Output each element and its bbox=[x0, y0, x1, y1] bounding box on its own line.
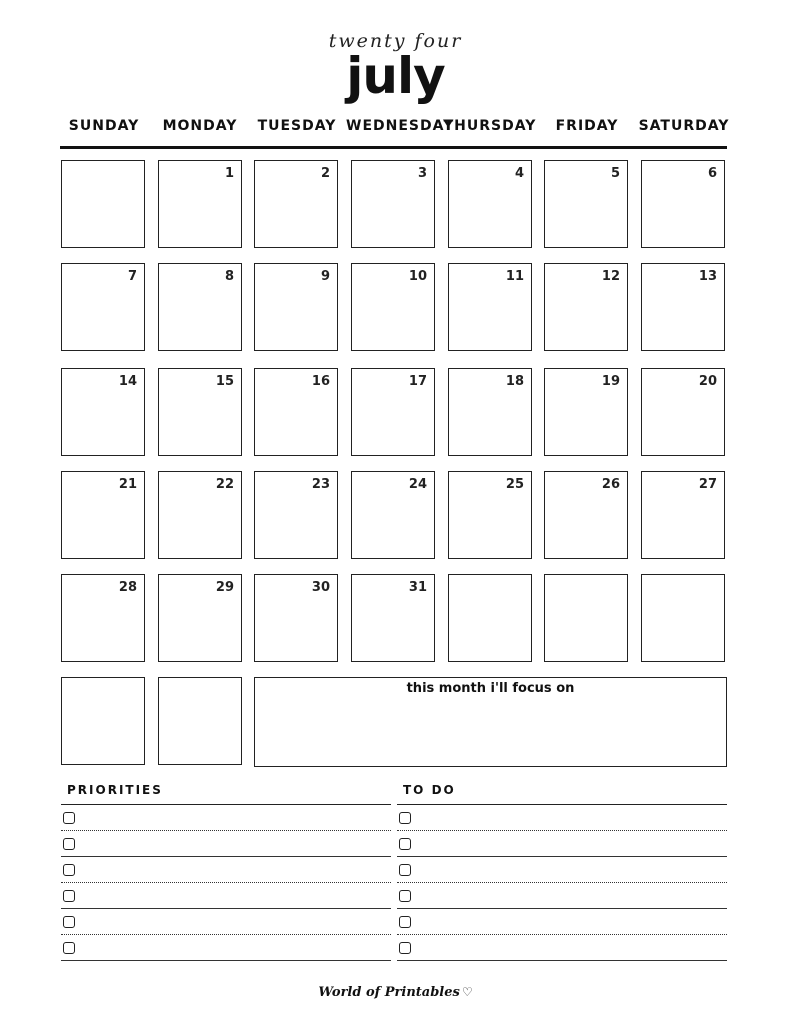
day-cell[interactable] bbox=[254, 574, 338, 662]
day-number: 3 bbox=[417, 166, 427, 181]
day-number: 25 bbox=[505, 477, 524, 492]
day-cell[interactable] bbox=[158, 368, 242, 456]
checkbox[interactable] bbox=[399, 942, 411, 954]
day-cell[interactable] bbox=[351, 263, 435, 351]
day-cell[interactable] bbox=[351, 574, 435, 662]
weekday-divider bbox=[60, 146, 727, 149]
day-cell[interactable] bbox=[158, 160, 242, 248]
day-number: 29 bbox=[215, 580, 234, 595]
day-number: 19 bbox=[601, 374, 620, 389]
focus-label: this month i'll focus on bbox=[406, 681, 575, 696]
day-cell[interactable] bbox=[254, 263, 338, 351]
weekday-friday: FRIDAY bbox=[555, 118, 619, 134]
day-number: 2 bbox=[320, 166, 330, 181]
todo-list bbox=[397, 780, 727, 961]
priorities-list bbox=[61, 780, 391, 961]
priorities-row[interactable] bbox=[61, 883, 391, 909]
todo-row[interactable] bbox=[397, 831, 727, 857]
todo-row[interactable] bbox=[397, 909, 727, 935]
checkbox[interactable] bbox=[63, 864, 75, 876]
checkbox[interactable] bbox=[399, 864, 411, 876]
day-number: 24 bbox=[408, 477, 427, 492]
day-cell[interactable] bbox=[61, 263, 145, 351]
day-cell[interactable] bbox=[544, 574, 628, 662]
day-number: 20 bbox=[698, 374, 717, 389]
day-number: 7 bbox=[127, 269, 137, 284]
day-cell[interactable] bbox=[641, 160, 725, 248]
todo-title: TO DO bbox=[403, 783, 456, 797]
checkbox[interactable] bbox=[63, 916, 75, 928]
day-cell[interactable] bbox=[448, 471, 532, 559]
day-cell[interactable] bbox=[61, 368, 145, 456]
checkbox[interactable] bbox=[63, 942, 75, 954]
month-title: july bbox=[346, 47, 445, 105]
day-number: 28 bbox=[118, 580, 137, 595]
day-number: 17 bbox=[408, 374, 427, 389]
day-cell[interactable] bbox=[448, 263, 532, 351]
day-number: 26 bbox=[601, 477, 620, 492]
day-number: 14 bbox=[118, 374, 137, 389]
weekday-header-row bbox=[56, 118, 732, 142]
day-number: 16 bbox=[311, 374, 330, 389]
day-number: 23 bbox=[311, 477, 330, 492]
checkbox[interactable] bbox=[399, 812, 411, 824]
day-cell[interactable] bbox=[641, 471, 725, 559]
day-number: 22 bbox=[215, 477, 234, 492]
day-number: 31 bbox=[408, 580, 427, 595]
checkbox[interactable] bbox=[63, 812, 75, 824]
day-cell[interactable] bbox=[61, 160, 145, 248]
checkbox[interactable] bbox=[63, 890, 75, 902]
todo-row[interactable] bbox=[397, 935, 727, 961]
day-number: 10 bbox=[408, 269, 427, 284]
day-cell[interactable] bbox=[351, 368, 435, 456]
day-cell[interactable] bbox=[158, 574, 242, 662]
weekday-saturday: SATURDAY bbox=[638, 118, 730, 134]
day-cell[interactable] bbox=[61, 574, 145, 662]
weekday-tuesday: TUESDAY bbox=[257, 118, 337, 134]
year-script: twenty four bbox=[328, 30, 463, 52]
day-cell[interactable] bbox=[448, 368, 532, 456]
day-cell[interactable] bbox=[61, 471, 145, 559]
day-cell[interactable] bbox=[448, 574, 532, 662]
todo-row[interactable] bbox=[397, 805, 727, 831]
day-cell[interactable] bbox=[254, 368, 338, 456]
brand-name: World of Printables bbox=[318, 985, 460, 1000]
day-number: 8 bbox=[224, 269, 234, 284]
day-cell[interactable] bbox=[448, 160, 532, 248]
day-cell[interactable] bbox=[544, 368, 628, 456]
day-number: 4 bbox=[514, 166, 524, 181]
day-cell[interactable] bbox=[641, 263, 725, 351]
day-number: 21 bbox=[118, 477, 137, 492]
weekday-monday: MONDAY bbox=[162, 118, 238, 134]
focus-box[interactable] bbox=[254, 677, 727, 767]
notes-cell[interactable] bbox=[158, 677, 242, 765]
day-cell[interactable] bbox=[544, 471, 628, 559]
day-number: 27 bbox=[698, 477, 717, 492]
checkbox[interactable] bbox=[399, 838, 411, 850]
weekday-thursday: THURSDAY bbox=[443, 118, 537, 134]
weekday-wednesday: WEDNESDAY bbox=[346, 118, 455, 134]
day-number: 5 bbox=[610, 166, 620, 181]
day-cell[interactable] bbox=[158, 263, 242, 351]
day-cell[interactable] bbox=[351, 160, 435, 248]
day-number: 30 bbox=[311, 580, 330, 595]
priorities-row[interactable] bbox=[61, 857, 391, 883]
checkbox[interactable] bbox=[399, 916, 411, 928]
day-cell[interactable] bbox=[254, 160, 338, 248]
priorities-row[interactable] bbox=[61, 935, 391, 961]
day-cell[interactable] bbox=[158, 471, 242, 559]
day-number: 15 bbox=[215, 374, 234, 389]
todo-row[interactable] bbox=[397, 857, 727, 883]
day-cell[interactable] bbox=[544, 160, 628, 248]
day-cell[interactable] bbox=[544, 263, 628, 351]
weekday-sunday: SUNDAY bbox=[68, 118, 140, 134]
todo-row[interactable] bbox=[397, 883, 727, 909]
checkbox[interactable] bbox=[399, 890, 411, 902]
priorities-row[interactable] bbox=[61, 909, 391, 935]
day-number: 9 bbox=[320, 269, 330, 284]
checkbox[interactable] bbox=[63, 838, 75, 850]
day-number: 1 bbox=[224, 166, 234, 181]
day-number: 18 bbox=[505, 374, 524, 389]
notes-cell[interactable] bbox=[61, 677, 145, 765]
day-number: 12 bbox=[601, 269, 620, 284]
brand-footer bbox=[0, 985, 791, 1000]
priorities-row[interactable] bbox=[61, 805, 391, 831]
priorities-title: PRIORITIES bbox=[67, 783, 163, 797]
day-number: 11 bbox=[505, 269, 524, 284]
day-cell[interactable] bbox=[351, 471, 435, 559]
day-cell[interactable] bbox=[641, 368, 725, 456]
priorities-row[interactable] bbox=[61, 831, 391, 857]
heart-icon: ♡ bbox=[461, 985, 473, 999]
day-cell[interactable] bbox=[641, 574, 725, 662]
day-number: 13 bbox=[698, 269, 717, 284]
day-cell[interactable] bbox=[254, 471, 338, 559]
day-number: 6 bbox=[707, 166, 717, 181]
